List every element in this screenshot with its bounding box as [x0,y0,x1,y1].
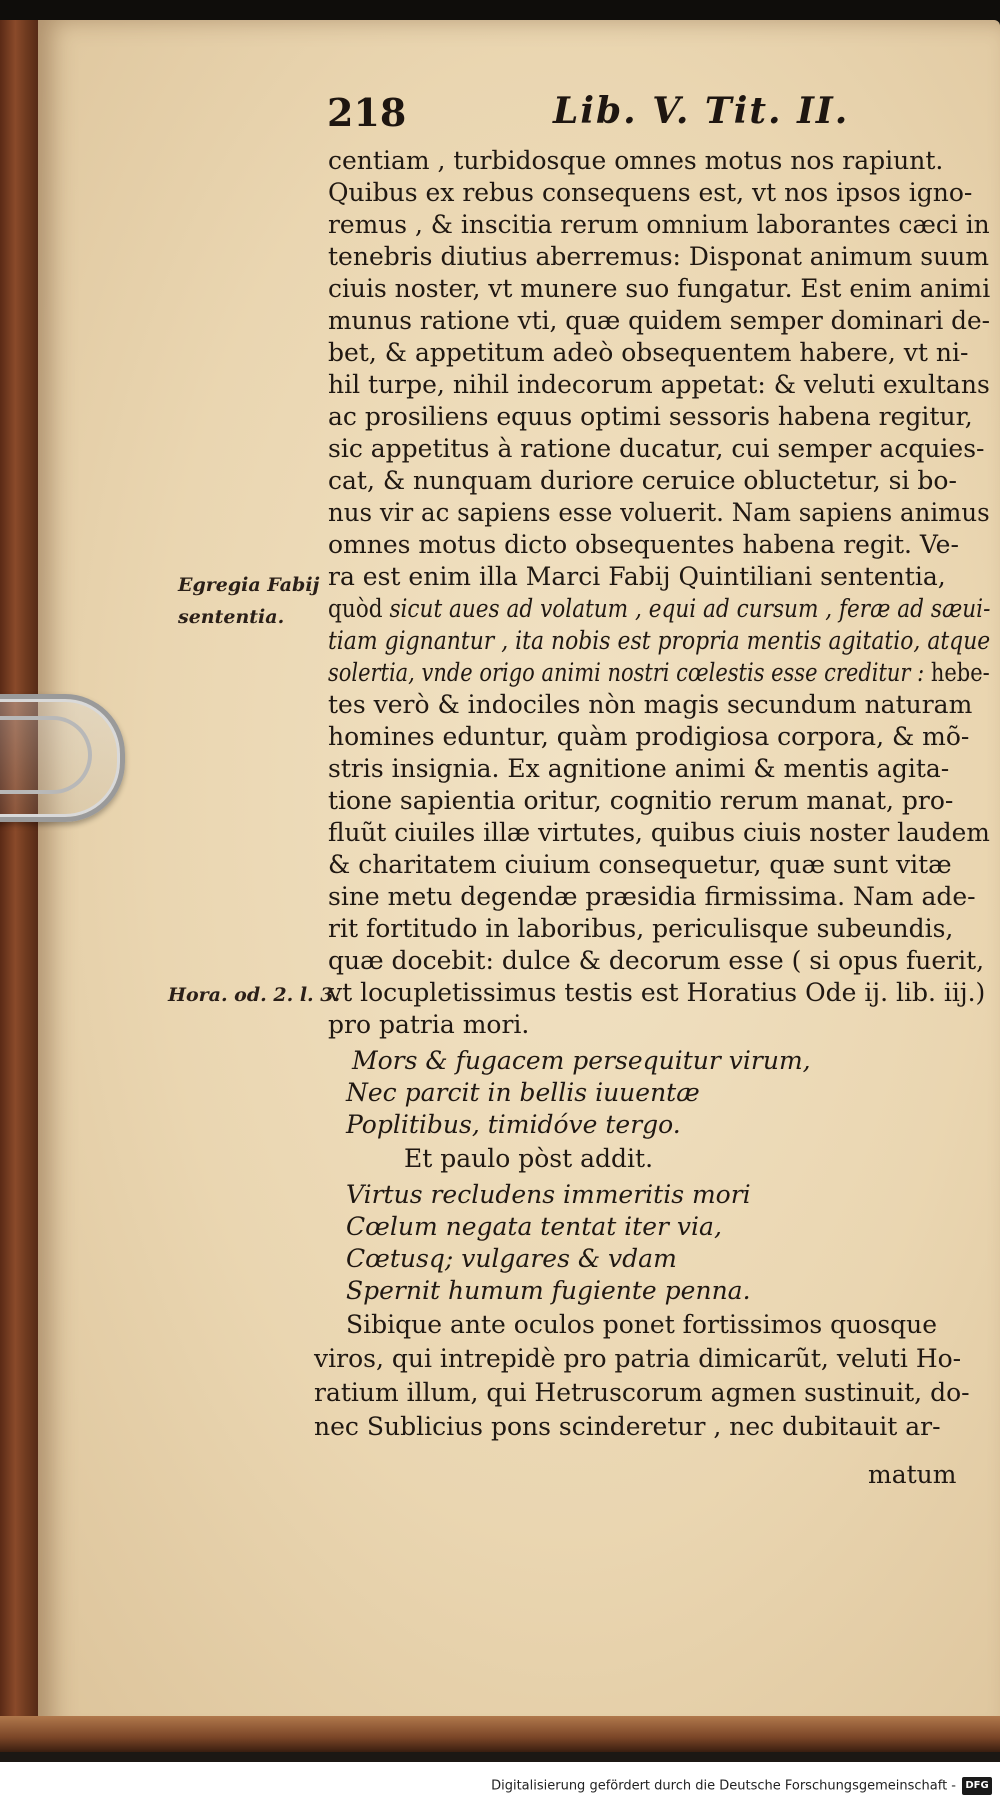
running-title: Lib. V. Tit. II. [553,90,850,132]
page-bottom-edge [0,1716,1000,1752]
quote-line [328,626,990,655]
text-line: ac prosiliens equus optimi sessoris habena regitur, [328,402,973,431]
text-line: Sibique ante oculos ponet fortissimos quosque [346,1310,938,1339]
paperclip-inner-loop [0,716,92,794]
quote-italic: solertia, vnde origo animi nostri cœlestis esse creditur : [328,658,925,687]
verse-line: Cœlum negata tentat iter via, [346,1212,722,1241]
text-line: ratium illum, qui Hetruscorum agmen sustinuit, do- [314,1378,970,1407]
text-line: vt locupletissimus testis est Horatius Ode ij. lib. iij.) [328,978,986,1007]
text-line: & charitatem ciuium consequetur, quæ sunt vitæ [328,850,952,879]
quote-italic: sicut aues ad volatum , equi ad cursum , feræ ad sæui- [389,594,991,623]
text-line: sic appetitus à ratione ducatur, cui semper acquies- [328,434,985,463]
text-line: ciuis noster, vt munere suo fungatur. Est enim animi [328,274,991,303]
text-line: hil turpe, nihil indecorum appetat: & veluti exultans [328,370,990,399]
page-number: 218 [327,90,407,135]
quote-italic: tiam gignantur , ita nobis est propria mentis agitatio, atque [328,626,991,655]
margin-note: Hora. od. 2. l. 3. [168,984,341,1006]
quote-line [328,594,990,623]
verse-line: Spernit humum fugiente penna. [346,1276,751,1305]
text-line: rit fortitudo in laboribus, periculisque subeundis, [328,914,954,943]
text-line: viros, qui intrepidè pro patria dimicarũt, veluti Ho- [314,1344,962,1373]
text-line: fluũt ciuiles illæ virtutes, quibus ciuis noster laudem [328,818,990,847]
quote-post: hebe- [924,658,990,687]
text-line: nec Sublicius pons scinderetur , nec dubitauit ar- [314,1412,941,1441]
verse-intro: Et paulo pòst addit. [404,1144,654,1173]
text-line: pro patria mori. [328,1010,530,1039]
text-line: nus vir ac sapiens esse voluerit. Nam sapiens animus [328,498,990,527]
text-line: ra est enim illa Marci Fabij Quintiliani sententia, [328,562,946,591]
verse-line: Cœtusq; vulgares & vdam [346,1244,677,1273]
text-line: quæ docebit: dulce & decorum esse ( si opus fuerit, [328,946,985,975]
quote-line [328,658,990,687]
text-line: tenebris diutius aberremus: Disponat animum suum [328,242,990,271]
verse-line: Poplitibus, timidóve tergo. [346,1110,681,1139]
text-line: homines eduntur, quàm prodigiosa corpora, & mõ- [328,722,970,751]
verse-line: Virtus recludens immeritis mori [346,1180,751,1209]
verse-line: Mors & fugacem persequitur virum, [352,1046,811,1075]
footer-text: Digitalisierung gefördert durch die Deutsche Forschungsgemeinschaft - [491,1778,956,1794]
text-line: tes verò & indociles nòn magis secundum naturam [328,690,973,719]
text-line: tione sapientia oritur, cognitio rerum manat, pro- [328,786,954,815]
text-line: omnes motus dicto obsequentes habena regit. Ve- [328,530,959,559]
margin-note: sententia. [178,606,285,628]
margin-note: Egregia Fabij [178,574,320,596]
text-line: remus , & inscitia rerum omnium laborantes cæci in [328,210,990,239]
catchword: matum [868,1460,957,1489]
text-line: centiam , turbidosque omnes motus nos rapiunt. [328,146,944,175]
text-line: bet, & appetitum adeò obsequentem habere, vt ni- [328,338,969,367]
text-line: sine metu degendæ præsidia firmissima. Nam ade- [328,882,976,911]
text-line: cat, & nunquam duriore ceruice obluctetur, si bo- [328,466,957,495]
text-line: stris insignia. Ex agnitione animi & mentis agita- [328,754,950,783]
text-line: Quibus ex rebus consequens est, vt nos ipsos igno- [328,178,973,207]
text-line: munus ratione vti, quæ quidem semper dominari de- [328,306,990,335]
dfg-logo-icon: DFG [962,1777,992,1795]
quote-pre: quòd [328,594,390,623]
verse-line: Nec parcit in bellis iuuentæ [346,1078,700,1107]
